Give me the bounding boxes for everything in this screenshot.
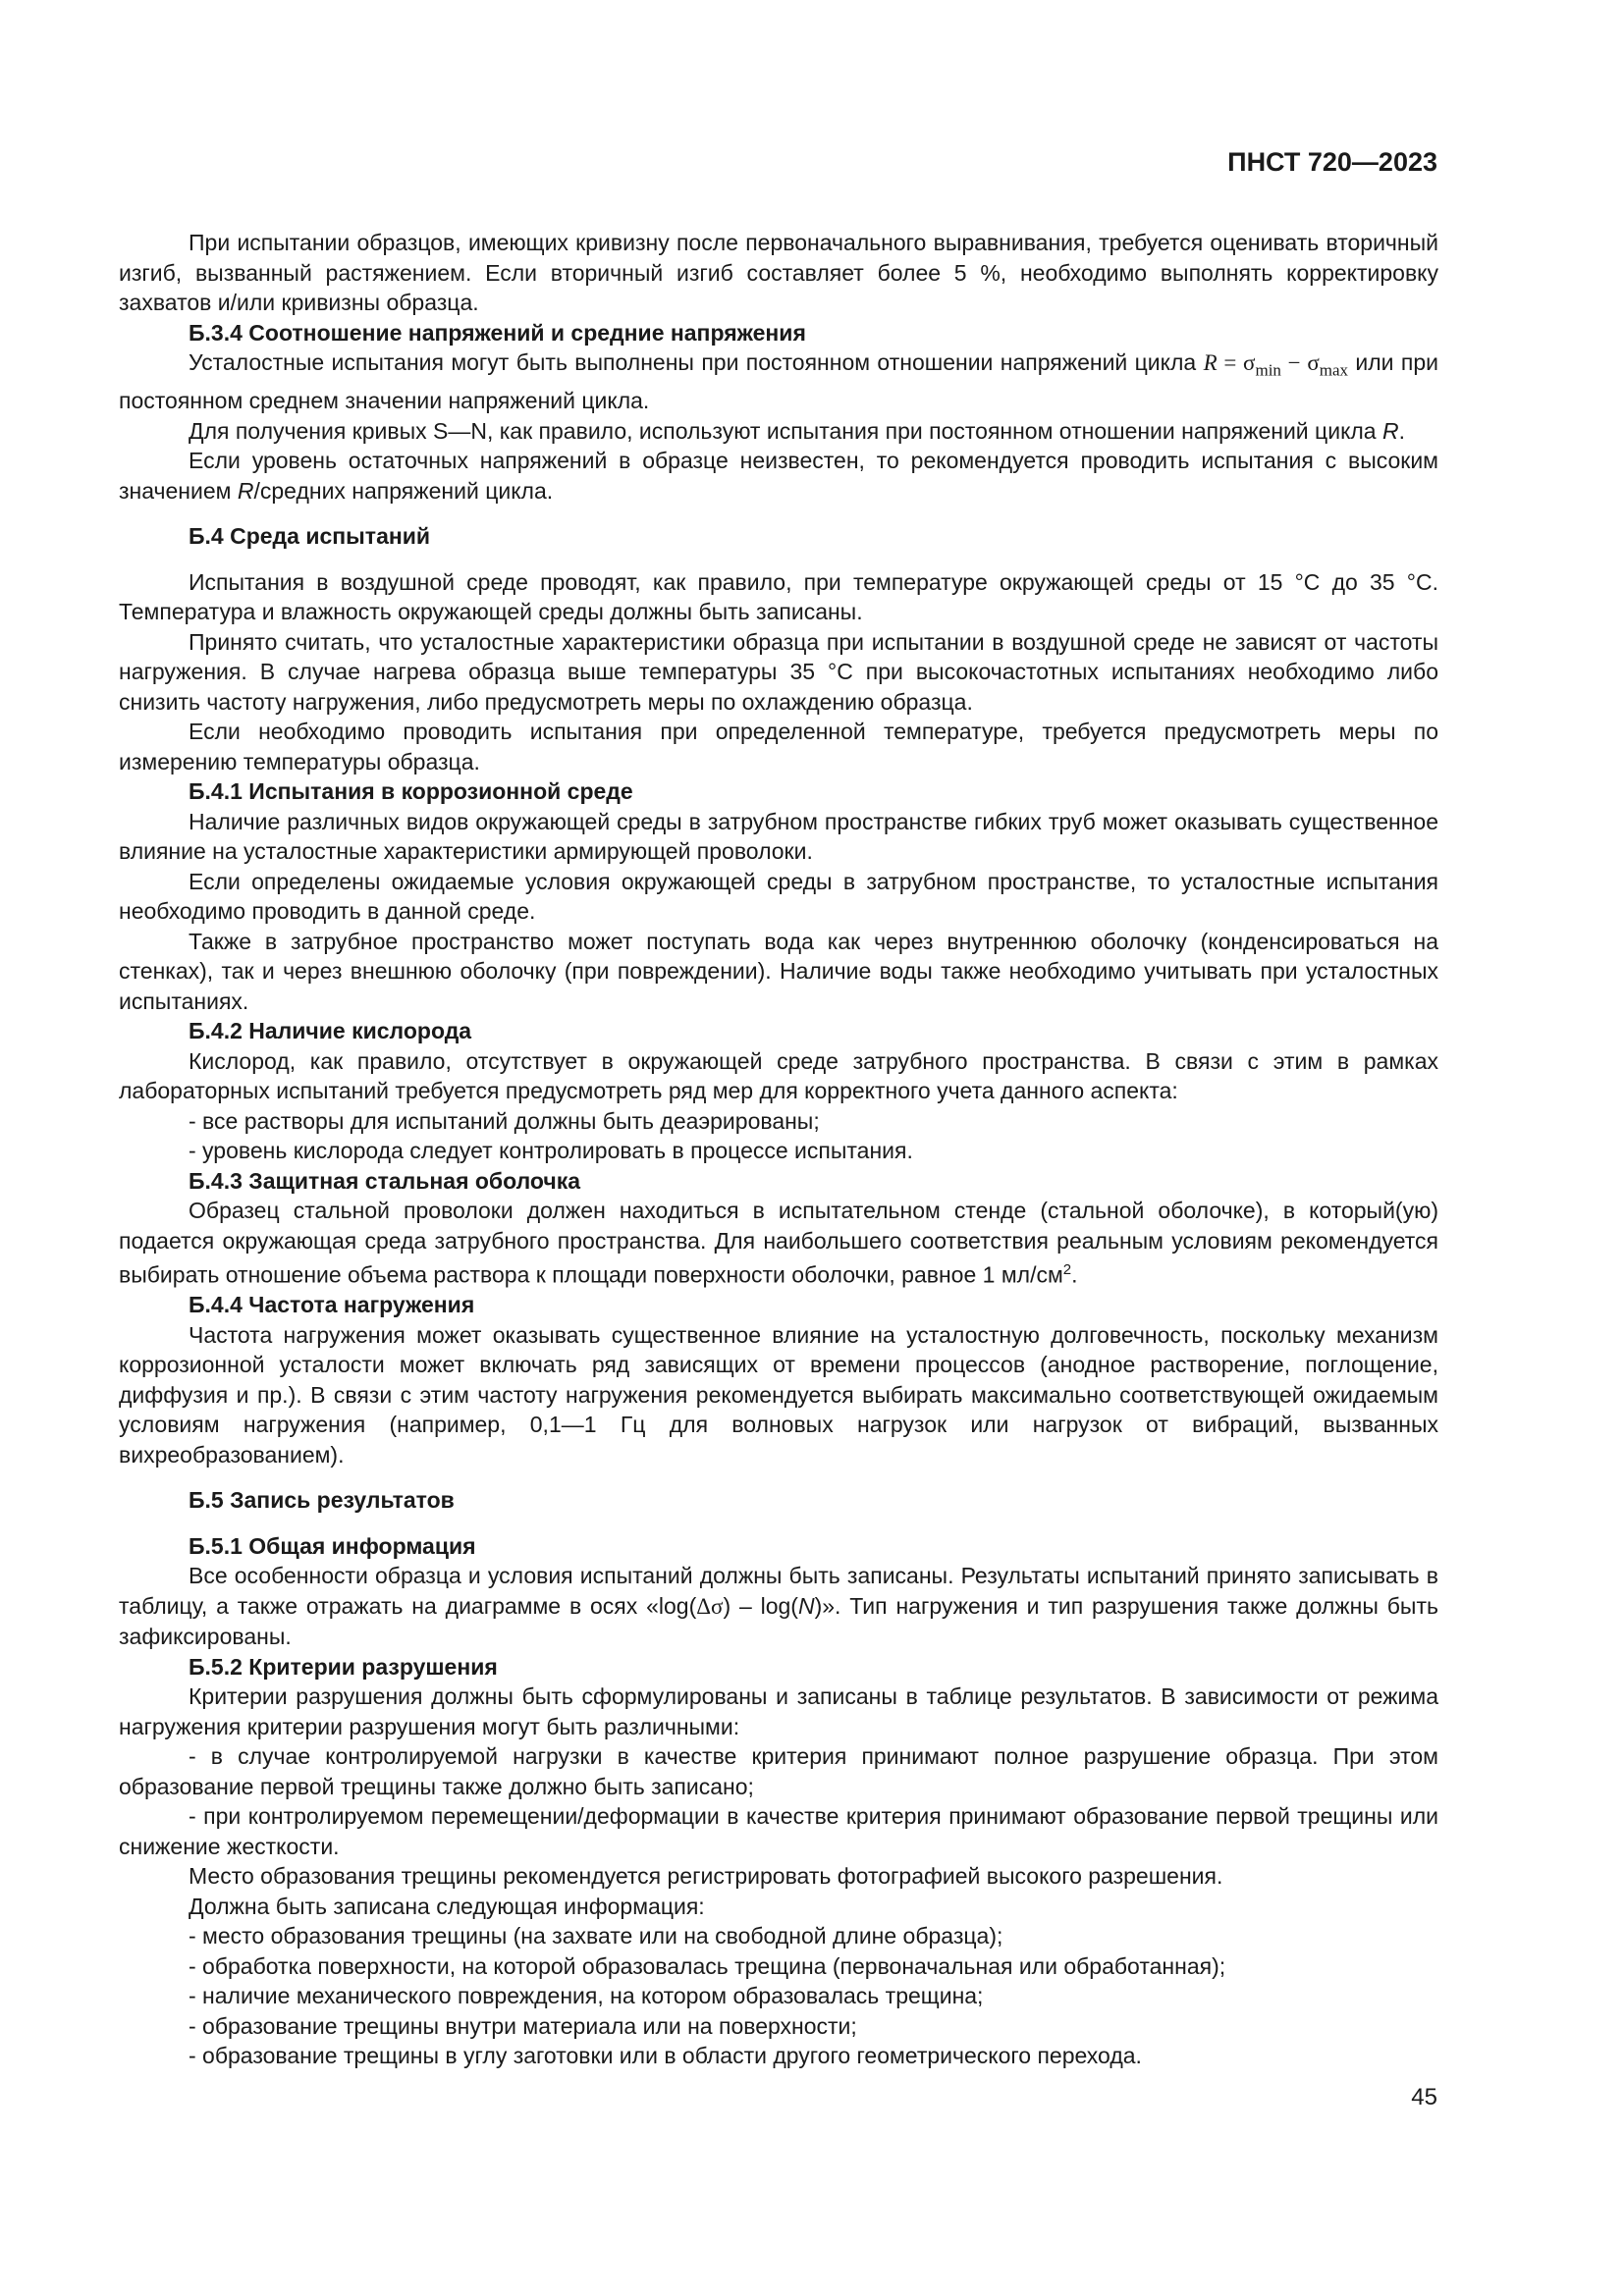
r-symbol: R bbox=[237, 477, 254, 504]
section-heading-b43: Б.4.3 Защитная стальная оболочка bbox=[189, 1167, 581, 1194]
paragraph: Для получения кривых S—N, как правило, используют испытания при постоянном отношении напряжений цикла R. bbox=[189, 417, 1406, 444]
paragraph: - при контролируемом перемещении/деформации в качестве критерия принимают образование первой трещины или снижение жесткости. bbox=[119, 1803, 1438, 1859]
paragraph: Наличие различных видов окружающей среды в затрубном пространстве гибких труб может оказывать существенное влияние на усталостные характеристики армирующей проволоки. bbox=[119, 808, 1438, 865]
list-item: - все растворы для испытаний должны быть деаэрированы; bbox=[189, 1107, 820, 1134]
paragraph: - в случае контролируемой нагрузки в качестве критерия принимают полное разрушение образца. При этом образование первой трещины также должно быть записано; bbox=[119, 1743, 1438, 1799]
list-item: - образование трещины в углу заготовки или в области другого геометрического перехода. bbox=[189, 2043, 1142, 2069]
paragraph: Критерии разрушения должны быть сформулированы и записаны в таблице результатов. В зависимости от режима нагружения критерии разрушения могут быть различными: bbox=[119, 1683, 1438, 1739]
paragraph: Все особенности образца и условия испытаний должны быть записаны. Результаты испытаний принято записывать в таблицу, а также отражать на диаграмме в осях «log(Δσ) – log(N)». Тип нагружения и тип разрушения также должны быть зафиксированы. bbox=[119, 1563, 1438, 1650]
list-item: - образование трещины внутри материала или на поверхности; bbox=[189, 2012, 857, 2039]
section-heading-b42: Б.4.2 Наличие кислорода bbox=[189, 1018, 472, 1044]
paragraph: При испытании образцов, имеющих кривизну после первоначального выравнивания, требуется оценивать вторичный изгиб, вызванный растяжением. Если вторичный изгиб составляет более 5 %, необходимо выполнять корректировку захватов и/или кривизны образца. bbox=[119, 230, 1438, 315]
paragraph: Усталостные испытания могут быть выполнены при постоянном отношении напряжений цикла $R = \sigma_{min} - \sigma_{max}$ или при постоянном среднем значении напряжений цикла. bbox=[119, 349, 1438, 414]
paragraph: Принято считать, что усталостные характеристики образца при испытании в воздушной среде не зависят от частоты нагружения. В случае нагрева образца выше температуры 35 °C при высокочастотных испытаниях необходимо либо снизить частоту нагружения, либо предусмотреть меры по охлаждению образца. bbox=[119, 628, 1438, 715]
section-heading-b52: Б.5.2 Критерии разрушения bbox=[189, 1653, 498, 1680]
r-symbol: R bbox=[1382, 417, 1399, 444]
paragraph: Испытания в воздушной среде проводят, как правило, при температуре окружающей среды от 15 °C до 35 °C. Температура и влажность окружающей среды должны быть записаны. bbox=[119, 568, 1438, 625]
paragraph: Место образования трещины рекомендуется регистрировать фотографией высокого разрешения. bbox=[189, 1863, 1223, 1890]
paragraph: Если уровень остаточных напряжений в образце неизвестен, то рекомендуется проводить испытания с высоким значением R/средних напряжений цикла. bbox=[119, 448, 1438, 504]
paragraph: Если необходимо проводить испытания при определенной температуре, требуется предусмотреть меры по измерению температуры образца. bbox=[119, 719, 1438, 774]
list-item: - обработка поверхности, на которой образовалась трещина (первоначальная или обработанная); bbox=[189, 1952, 1226, 1979]
section-heading-b5: Б.5 Запись результатов bbox=[189, 1487, 455, 1514]
section-heading-b51: Б.5.1 Общая информация bbox=[189, 1532, 476, 1559]
paragraph: Частота нагружения может оказывать существенное влияние на усталостную долговечность, поскольку механизм коррозионной усталости может включать ряд зависящих от времени процессов (анодное растворение, поглощение, диффузия и пр.). В связи с этим частоту нагружения рекомендуется выбирать максимально соответствующей ожидаемым условиям нагружения (например, 0,1—1 Гц для волновых нагрузок или нагрузок от вибраций, вызванных вихреобразованием). bbox=[119, 1321, 1438, 1468]
document-number: ПНСТ 720—2023 bbox=[1227, 147, 1437, 177]
page-number: 45 bbox=[1411, 2084, 1437, 2110]
section-heading-b34: Б.3.4 Соотношение напряжений и средние напряжения bbox=[189, 319, 806, 346]
section-heading-b41: Б.4.1 Испытания в коррозионной среде bbox=[189, 778, 633, 805]
paragraph: Также в затрубное пространство может поступать вода как через внутреннюю оболочку (конденсироваться на стенках), так и через внешнюю оболочку (при повреждении). Наличие воды также необходимо учитывать при усталостных испытаниях. bbox=[119, 928, 1438, 1014]
paragraph: Если определены ожидаемые условия окружающей среды в затрубном пространстве, то усталостные испытания необходимо проводить в данной среде. bbox=[119, 868, 1438, 925]
section-heading-b4: Б.4 Среда испытаний bbox=[189, 523, 431, 550]
paragraph: Образец стальной проволоки должен находиться в испытательном стенде (стальной оболочке), в который(ую) подается окружающая среда затрубного пространства. Для наибольшего соответствия реальным условиям рекомендуется выбирать отношение объема раствора к площади поверхности оболочки, равное 1 $мл/см^2$. bbox=[119, 1198, 1438, 1288]
list-item: - место образования трещины (на захвате или на свободной длине образца); bbox=[189, 1923, 1003, 1949]
list-item: - наличие механического повреждения, на котором образовалась трещина; bbox=[189, 1983, 984, 2009]
page-body bbox=[119, 228, 1438, 2071]
paragraph: Кислород, как правило, отсутствует в окружающей среде затрубного пространства. В связи с этим в рамках лабораторных испытаний требуется предусмотреть ряд мер для корректного учета данного аспекта: bbox=[119, 1047, 1438, 1104]
section-heading-b44: Б.4.4 Частота нагружения bbox=[189, 1292, 475, 1318]
paragraph: Должна быть записана следующая информация: bbox=[189, 1893, 705, 1919]
r-symbol: R bbox=[1203, 350, 1218, 375]
list-item: - уровень кислорода следует контролировать в процессе испытания. bbox=[189, 1138, 913, 1164]
